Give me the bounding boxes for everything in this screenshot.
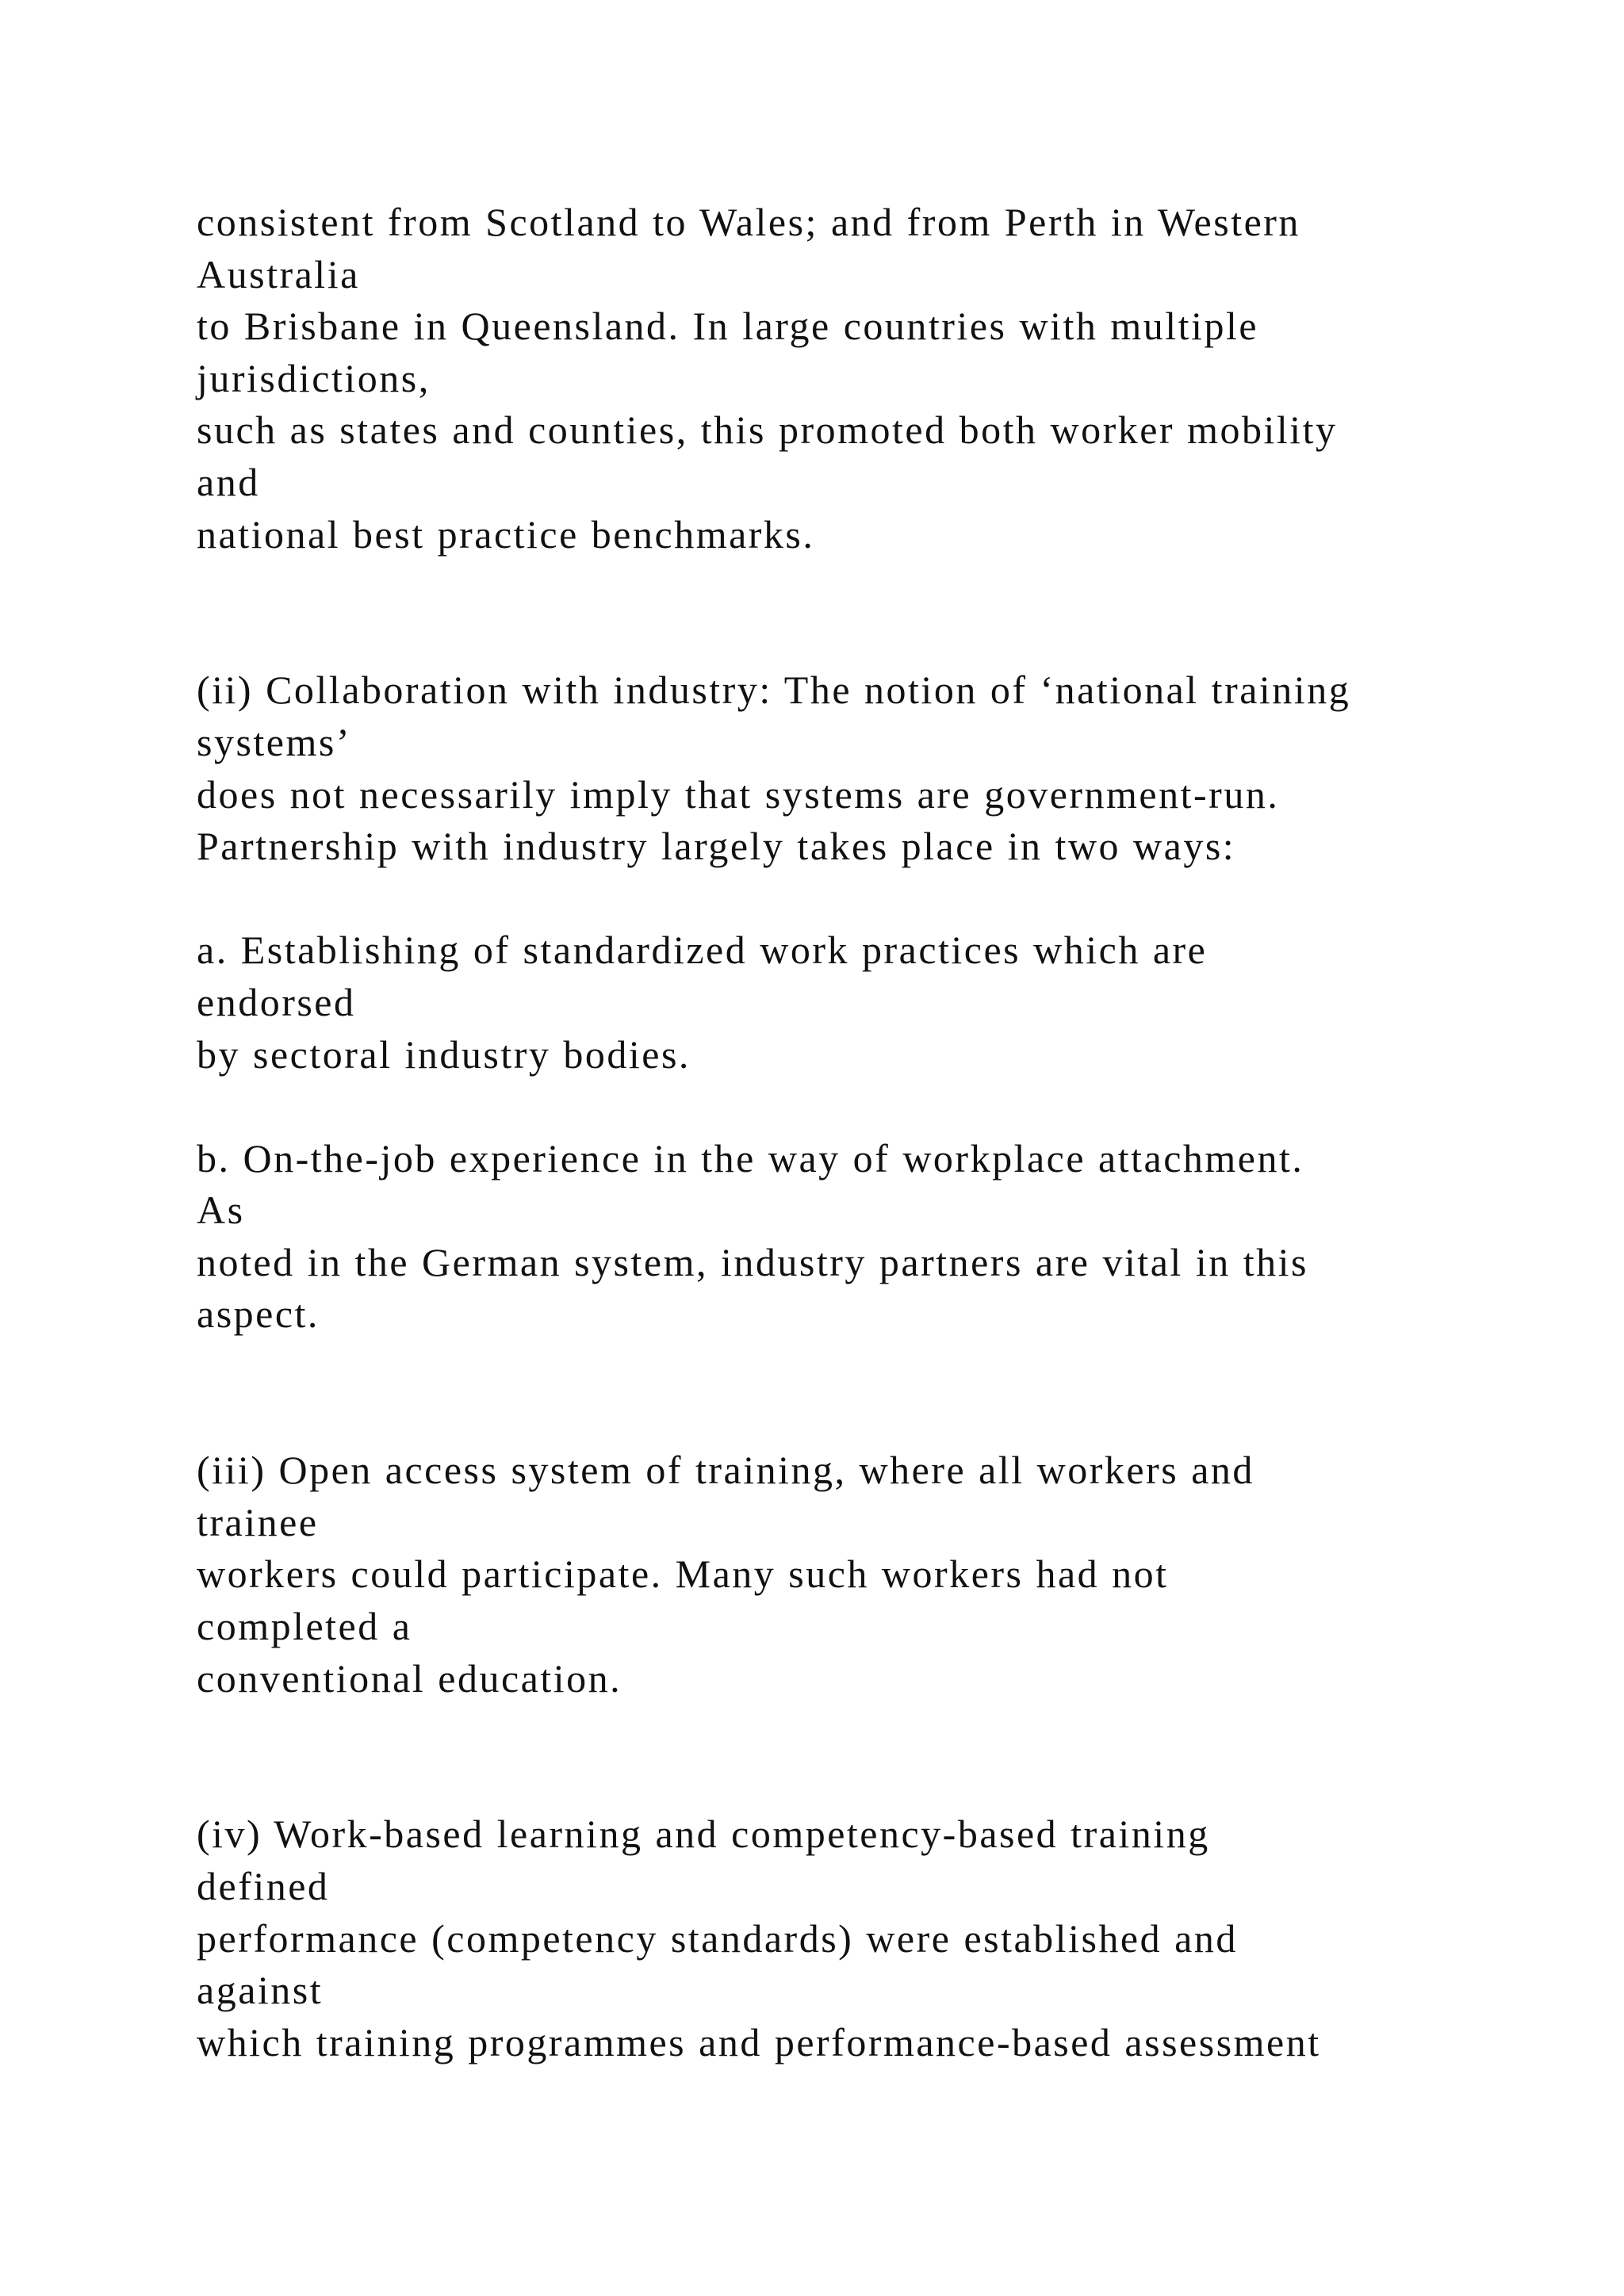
- text-line: workers could participate. Many such workers had not: [197, 1552, 1169, 1597]
- paragraph-spacer: [197, 1705, 1592, 1808]
- text-line: b. On-the-job experience in the way of workplace attachment.: [197, 1135, 1304, 1181]
- text-line: national best practice benchmarks.: [197, 511, 815, 557]
- text-line: and: [197, 459, 260, 504]
- paragraph-spacer: [197, 561, 1592, 664]
- text-line: a. Establishing of standardized work practices which are: [197, 928, 1208, 973]
- text-line: against: [197, 1968, 324, 2013]
- paragraph-point-ii-a: [197, 924, 1592, 1081]
- text-line: (iii) Open access system of training, where all workers and: [197, 1448, 1254, 1493]
- text-line: performance (competency standards) were established and: [197, 1915, 1238, 1961]
- text-line: endorsed: [197, 979, 356, 1024]
- text-line: consistent from Scotland to Wales; and from Perth in Western: [197, 200, 1300, 244]
- text-line: which training programmes and performance-based assessment: [197, 2019, 1321, 2064]
- paragraph-spacer: [197, 1081, 1592, 1133]
- document-body: [197, 197, 1592, 2068]
- text-line: conventional education.: [197, 1655, 622, 1701]
- paragraph-point-ii: [197, 664, 1592, 872]
- text-line: such as states and counties, this promoted both worker mobility: [197, 408, 1338, 453]
- paragraph-intro: [197, 197, 1592, 561]
- text-line: by sectoral industry bodies.: [197, 1031, 691, 1077]
- text-line: aspect.: [197, 1292, 320, 1337]
- text-line: Australia: [197, 251, 360, 297]
- paragraph-point-ii-b: [197, 1133, 1592, 1341]
- text-line: jurisdictions,: [197, 355, 431, 400]
- text-line: noted in the German system, industry partners are vital in this: [197, 1239, 1308, 1284]
- text-line: (ii) Collaboration with industry: The notion of ‘national training: [197, 668, 1351, 713]
- text-line: does not necessarily imply that systems are government-run.: [197, 771, 1280, 817]
- text-line: systems’: [197, 719, 351, 764]
- paragraph-spacer: [197, 873, 1592, 925]
- text-line: Partnership with industry largely takes place in two ways:: [197, 824, 1236, 869]
- text-line: completed a: [197, 1604, 412, 1649]
- paragraph-spacer: [197, 1341, 1592, 1445]
- paragraph-point-iii: [197, 1445, 1592, 1705]
- text-line: As: [197, 1188, 245, 1233]
- text-line: (iv) Work-based learning and competency-based training: [197, 1812, 1210, 1857]
- text-line: to Brisbane in Queensland. In large countries with multiple: [197, 304, 1259, 349]
- text-line: trainee: [197, 1499, 319, 1544]
- text-line: defined: [197, 1864, 330, 1908]
- paragraph-point-iv: [197, 1808, 1592, 2068]
